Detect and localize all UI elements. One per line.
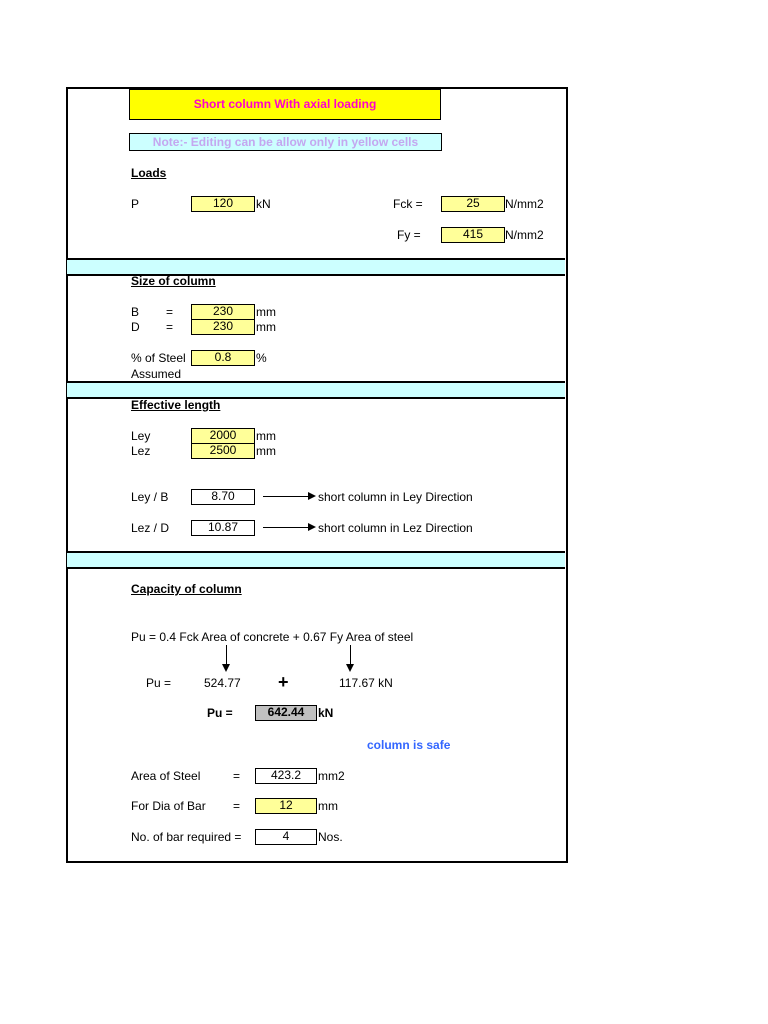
section-divider [67,551,565,569]
b-unit: mm [256,305,276,319]
section-divider [67,381,565,399]
capacity-formula: Pu = 0.4 Fck Area of concrete + 0.67 Fy Area of steel [131,630,414,644]
fck-label: Fck = [393,197,423,211]
bars-required-unit: Nos. [318,830,343,844]
steel-percent-label: % of Steel [131,351,186,365]
ley-b-label: Ley / B [131,490,169,504]
steel-percent-unit: % [256,351,267,365]
arrow-line [350,645,351,665]
lez-result: short column in Lez Direction [318,521,473,535]
loads-heading: Loads [131,166,167,180]
fy-label: Fy = [397,228,421,242]
pu-total-value: 642.44 [255,705,317,721]
lez-d-value: 10.87 [191,520,255,536]
d-label: D [131,320,140,334]
sheet-title: Short column With axial loading [129,89,441,120]
bar-dia-equals: = [233,799,241,813]
fck-unit: N/mm2 [505,197,544,211]
size-heading: Size of column [131,274,216,288]
steel-assumed-label: Assumed [131,367,182,381]
lez-d-label: Lez / D [131,521,170,535]
pu-concrete-value: 524.77 [204,676,241,690]
bar-dia-input[interactable]: 12 [255,798,317,814]
arrow-right-icon [308,523,316,531]
pu-total-unit: kN [318,706,334,720]
steel-area-equals: = [233,769,241,783]
fck-input[interactable]: 25 [441,196,505,212]
capacity-heading: Capacity of column [131,582,242,596]
arrow-down-icon [346,664,354,672]
ley-b-value: 8.70 [191,489,255,505]
arrow-line [263,496,308,497]
d-input[interactable]: 230 [191,319,255,335]
arrow-down-icon [222,664,230,672]
arrow-line [263,527,308,528]
bar-dia-unit: mm [318,799,338,813]
pu-total-label: Pu = [207,706,233,720]
ley-unit: mm [256,429,276,443]
bars-required-value: 4 [255,829,317,845]
ley-label: Ley [131,429,151,443]
pu-label: Pu = [146,676,172,690]
d-unit: mm [256,320,276,334]
p-unit: kN [256,197,271,211]
bars-required-label: No. of bar required = [131,830,242,844]
lez-label: Lez [131,444,151,458]
fy-unit: N/mm2 [505,228,544,242]
effective-length-heading: Effective length [131,398,221,412]
ley-result: short column in Ley Direction [318,490,473,504]
plus-sign: + [278,672,289,692]
d-equals: = [166,320,174,334]
arrow-right-icon [308,492,316,500]
lez-input[interactable]: 2500 [191,443,255,459]
pu-steel-value: 117.67 kN [339,676,393,690]
b-equals: = [166,305,174,319]
lez-unit: mm [256,444,276,458]
b-label: B [131,305,140,319]
p-input[interactable]: 120 [191,196,255,212]
steel-area-label: Area of Steel [131,769,201,783]
b-input[interactable]: 230 [191,304,255,320]
arrow-line [226,645,227,665]
steel-area-value: 423.2 [255,768,317,784]
steel-percent-input[interactable]: 0.8 [191,350,255,366]
p-label: P [131,197,140,211]
status-text: column is safe [367,738,451,752]
fy-input[interactable]: 415 [441,227,505,243]
editing-note: Note:- Editing can be allow only in yellow cells [129,133,442,151]
ley-input[interactable]: 2000 [191,428,255,444]
steel-area-unit: mm2 [318,769,345,783]
bar-dia-label: For Dia of Bar [131,799,206,813]
